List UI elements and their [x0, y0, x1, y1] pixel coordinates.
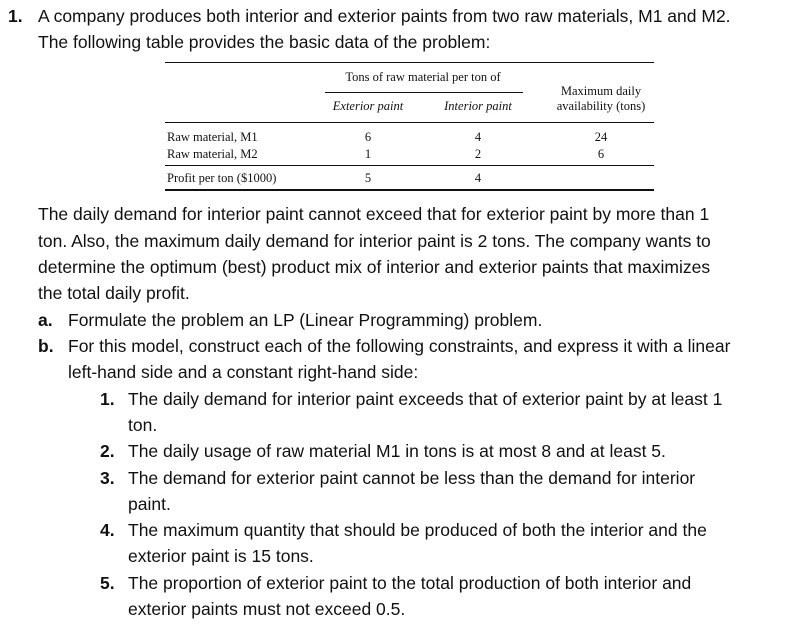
part-b-line-1: For this model, construct each of the following constraints, and express it with a linear: [68, 336, 731, 356]
question-number: 1.: [8, 6, 23, 26]
table-cell-max: 24: [594, 130, 608, 144]
constraint-line-2: ton.: [128, 415, 158, 435]
constraint-number: 2.: [100, 441, 115, 461]
table-cell-max: 6: [597, 147, 605, 161]
part-a-text: Formulate the problem an LP (Linear Programming) problem.: [68, 310, 543, 330]
table-row-label: Raw material, M2: [167, 147, 258, 161]
table-row-label: Raw material, M1: [167, 130, 258, 144]
part-b-marker: b.: [38, 336, 54, 356]
table-cell-exterior: 6: [364, 130, 372, 144]
question-intro-line-2: The following table provides the basic data of the problem:: [38, 32, 491, 52]
constraint-line-2: paint.: [128, 494, 171, 514]
table-header-max-line-2: availability (tons): [556, 99, 646, 113]
paragraph-line-1: The daily demand for interior paint cannot exceed that for exterior paint by more than 1: [38, 204, 710, 224]
part-a-marker: a.: [38, 310, 53, 330]
table-header-exterior: Exterior paint: [332, 99, 404, 113]
question-intro-line-1: A company produces both interior and exterior paints from two raw materials, M1 and M2.: [38, 6, 731, 26]
constraint-line-1: The daily demand for interior paint exceeds that of exterior paint by at least 1: [128, 389, 723, 409]
constraint-line-1: The proportion of exterior paint to the total production of both interior and: [128, 573, 692, 593]
constraint-line-1: The daily usage of raw material M1 in tons is at most 8 and at least 5.: [128, 441, 666, 461]
constraint-line-2: exterior paint is 15 tons.: [128, 546, 314, 566]
table-top-rule: [165, 62, 654, 63]
table-profit-rule: [165, 165, 654, 166]
constraint-number: 1.: [100, 389, 115, 409]
table-group-rule: [325, 92, 523, 93]
paragraph-line-4: the total daily profit.: [38, 283, 190, 303]
table-group-header: Tons of raw material per ton of: [345, 70, 501, 84]
paragraph-line-3: determine the optimum (best) product mix of interior and exterior paints that maximizes: [38, 257, 711, 277]
table-profit-exterior: 5: [364, 171, 372, 185]
table-header-max-line-1: Maximum daily: [560, 84, 642, 98]
table-cell-exterior: 1: [364, 147, 372, 161]
constraint-number: 4.: [100, 520, 115, 540]
table-cell-interior: 4: [474, 130, 482, 144]
constraint-line-1: The maximum quantity that should be produced of both the interior and the: [128, 520, 707, 540]
paragraph-line-2: ton. Also, the maximum daily demand for interior paint is 2 tons. The company wants to: [38, 231, 711, 251]
table-bottom-rule: [165, 189, 654, 191]
constraint-line-2: exterior paints must not exceed 0.5.: [128, 599, 406, 619]
constraint-number: 3.: [100, 468, 115, 488]
table-header-rule: [165, 122, 654, 123]
constraint-line-1: The demand for exterior paint cannot be less than the demand for interior: [128, 468, 696, 488]
constraint-number: 5.: [100, 573, 115, 593]
table-cell-interior: 2: [474, 147, 482, 161]
table-header-interior: Interior paint: [444, 99, 512, 113]
table-profit-label: Profit per ton ($1000): [167, 171, 277, 185]
table-profit-interior: 4: [474, 171, 482, 185]
part-b-line-2: left-hand side and a constant right-hand side:: [68, 362, 419, 382]
